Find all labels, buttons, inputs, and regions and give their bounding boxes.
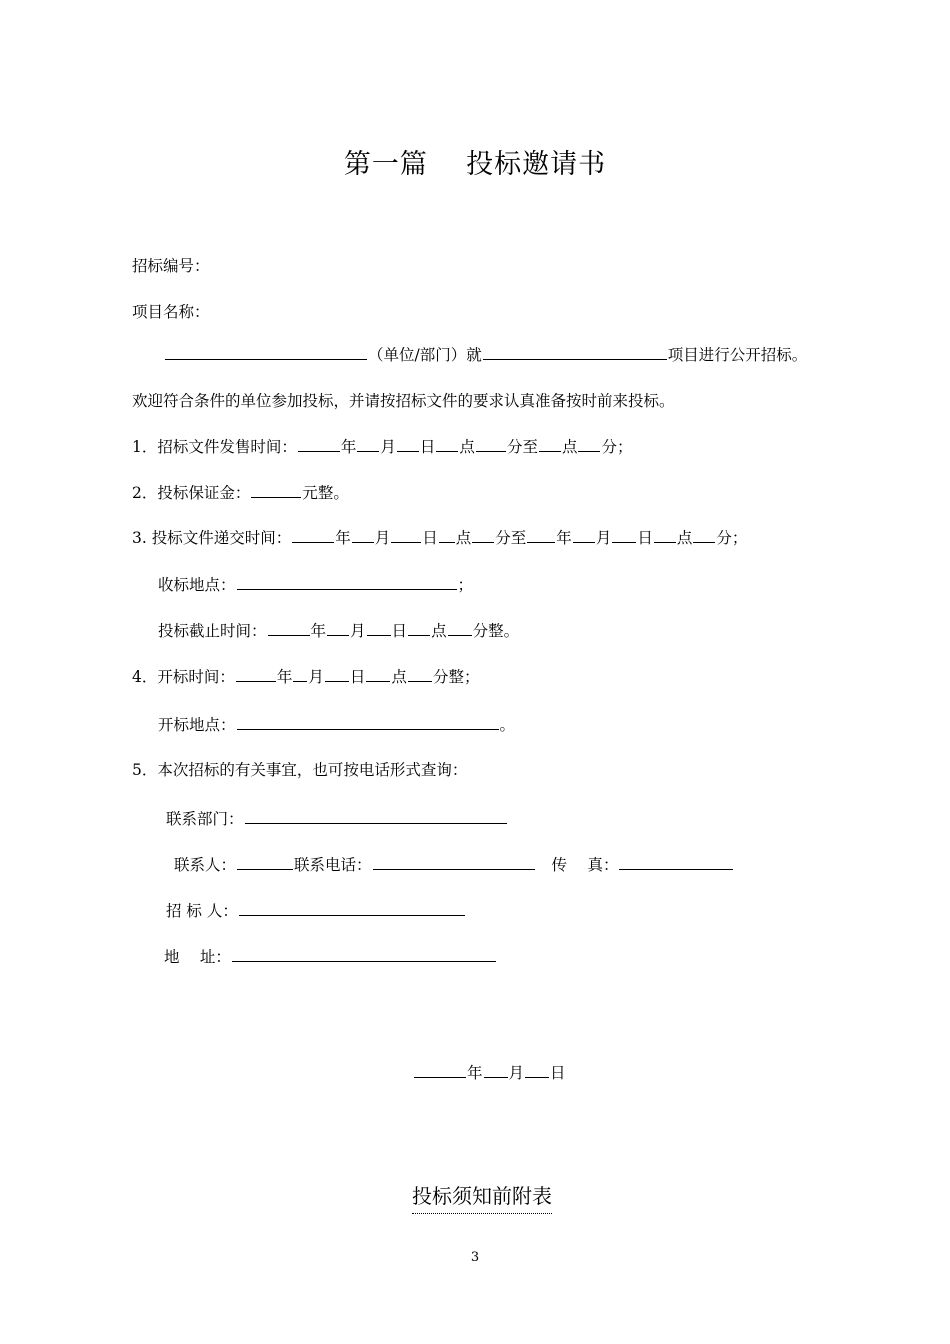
blank bbox=[366, 664, 390, 682]
item2-prefix: 2．投标保证金： bbox=[132, 484, 251, 502]
tenderer-label: 招 标 人： bbox=[166, 902, 238, 920]
project-open-text: 项目进行公开招标。 bbox=[667, 346, 808, 364]
item3-month: 月 bbox=[374, 529, 391, 547]
blank bbox=[245, 806, 507, 824]
project-name-label: 项目名称： bbox=[132, 303, 210, 321]
deadline-year: 年 bbox=[310, 622, 327, 640]
item4-hour: 点 bbox=[391, 668, 407, 686]
project-name-line bbox=[132, 300, 210, 324]
tenderer-line bbox=[166, 898, 466, 922]
contact-phone-label: 联系电话： bbox=[294, 856, 372, 874]
blank bbox=[578, 434, 600, 452]
blank bbox=[448, 618, 472, 636]
page-number: 3 bbox=[470, 1250, 480, 1265]
item3-year2: 年 bbox=[556, 529, 572, 547]
deadline-hour: 点 bbox=[431, 622, 447, 640]
project-blank bbox=[483, 342, 667, 360]
contact-line bbox=[174, 852, 734, 876]
blank bbox=[439, 525, 455, 543]
blank bbox=[408, 618, 430, 636]
deadline-label: 投标截止时间： bbox=[158, 622, 267, 640]
blank bbox=[693, 525, 715, 543]
item3-month2: 月 bbox=[595, 529, 612, 547]
item1-minute-end: 分； bbox=[601, 438, 633, 456]
blank bbox=[239, 898, 465, 916]
contact-dept-line bbox=[166, 806, 508, 830]
item4-day: 日 bbox=[349, 668, 366, 686]
date-day: 日 bbox=[550, 1064, 566, 1082]
item1-line bbox=[132, 434, 632, 458]
receive-place-line bbox=[158, 572, 473, 596]
item3-day: 日 bbox=[422, 529, 438, 547]
date-month: 月 bbox=[508, 1064, 525, 1082]
date-year: 年 bbox=[467, 1064, 483, 1082]
blank bbox=[436, 434, 458, 452]
blank bbox=[391, 525, 421, 543]
fax-label: 传 真： bbox=[551, 856, 619, 874]
item4-month: 月 bbox=[308, 668, 324, 686]
blank bbox=[251, 480, 301, 498]
item4-minute: 分整； bbox=[432, 668, 480, 686]
open-place-label: 开标地点： bbox=[158, 716, 236, 734]
blank bbox=[525, 1060, 549, 1078]
blank bbox=[539, 434, 561, 452]
deadline-month: 月 bbox=[350, 622, 366, 640]
blank bbox=[237, 572, 457, 590]
item3-day2: 日 bbox=[637, 529, 653, 547]
blank bbox=[232, 944, 496, 962]
item4-line bbox=[132, 664, 479, 688]
open-place-suffix: 。 bbox=[499, 716, 516, 734]
appendix-title: 投标须知前附表 bbox=[412, 1180, 552, 1214]
blank bbox=[327, 618, 349, 636]
item3-prefix: 3. 投标文件递交时间： bbox=[132, 529, 292, 547]
blank bbox=[373, 852, 535, 870]
blank bbox=[367, 618, 391, 636]
item3-minute-end: 分； bbox=[716, 529, 748, 547]
item1-minute-to: 分至 bbox=[506, 438, 538, 456]
blank bbox=[612, 525, 636, 543]
welcome-line: 欢迎符合条件的单位参加投标，并请按招标文件的要求认真准备按时前来投标。 bbox=[132, 392, 675, 410]
blank bbox=[619, 852, 733, 870]
blank bbox=[476, 434, 506, 452]
item1-year: 年 bbox=[340, 438, 357, 456]
item3-year: 年 bbox=[335, 529, 351, 547]
blank bbox=[237, 852, 293, 870]
item4-year: 年 bbox=[276, 668, 293, 686]
blank bbox=[268, 618, 310, 636]
item1-hour: 点 bbox=[459, 438, 475, 456]
item4-prefix: 4．开标时间： bbox=[132, 668, 235, 686]
item2-line bbox=[132, 480, 349, 504]
blank bbox=[236, 664, 276, 682]
item3-line bbox=[132, 525, 747, 549]
deadline-minute: 分整。 bbox=[472, 622, 520, 640]
blank bbox=[654, 525, 676, 543]
blank bbox=[484, 1060, 508, 1078]
unit-blank bbox=[165, 342, 367, 360]
contact-person-label: 联系人： bbox=[174, 856, 237, 874]
receive-place-suffix: ； bbox=[457, 576, 474, 594]
deadline-line bbox=[158, 618, 519, 642]
blank bbox=[408, 664, 432, 682]
item3-minute-to: 分至 bbox=[495, 529, 527, 547]
blank bbox=[397, 434, 419, 452]
item3-hour: 点 bbox=[455, 529, 472, 547]
blank bbox=[472, 525, 494, 543]
item1-day: 日 bbox=[419, 438, 436, 456]
item1-hour2: 点 bbox=[561, 438, 578, 456]
document-title: 第一篇 投标邀请书 bbox=[343, 149, 607, 180]
open-place-line bbox=[158, 712, 515, 736]
address-label: 地 址： bbox=[164, 948, 231, 966]
item5-line: 5．本次招标的有关事宜，也可按电话形式查询： bbox=[132, 761, 468, 779]
blank bbox=[573, 525, 595, 543]
unit-dept-text: （单位/部门）就 bbox=[368, 346, 482, 364]
item1-month: 月 bbox=[380, 438, 396, 456]
blank bbox=[292, 525, 334, 543]
blank bbox=[325, 664, 349, 682]
item2-suffix: 元整。 bbox=[302, 484, 349, 502]
blank bbox=[293, 664, 307, 682]
blank bbox=[357, 434, 379, 452]
blank bbox=[414, 1060, 466, 1078]
item1-prefix: 1．招标文件发售时间： bbox=[132, 438, 297, 456]
bid-number-label: 招标编号： bbox=[132, 257, 210, 275]
blank bbox=[298, 434, 340, 452]
blank bbox=[527, 525, 555, 543]
intro-line bbox=[164, 342, 807, 366]
item3-hour2: 点 bbox=[676, 529, 693, 547]
bid-number-line bbox=[132, 254, 210, 278]
blank bbox=[352, 525, 374, 543]
deadline-day: 日 bbox=[391, 622, 408, 640]
contact-dept-label: 联系部门： bbox=[166, 810, 244, 828]
date-line bbox=[413, 1060, 566, 1084]
blank bbox=[237, 712, 499, 730]
address-line bbox=[164, 944, 497, 968]
receive-place-label: 收标地点： bbox=[158, 576, 236, 594]
